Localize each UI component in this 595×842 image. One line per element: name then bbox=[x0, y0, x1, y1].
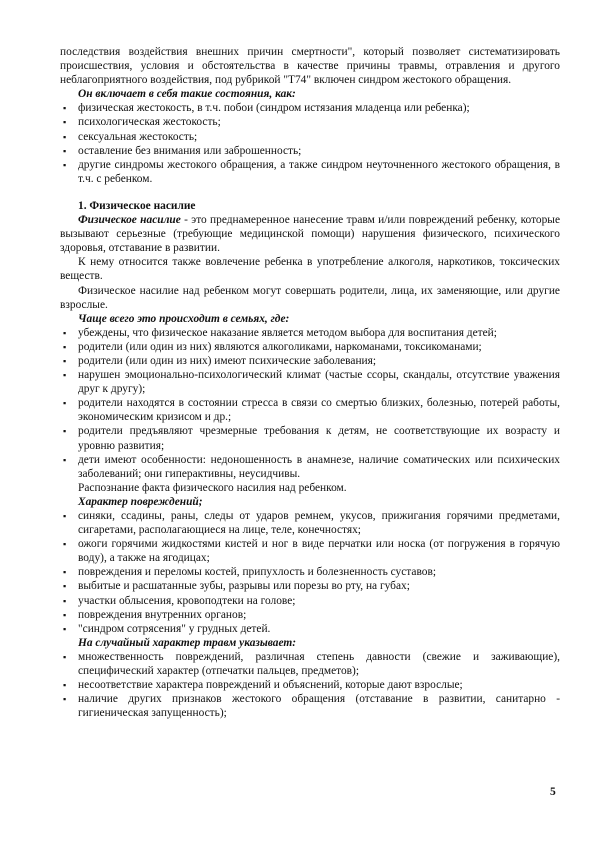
bullet-icon: ▪ bbox=[63, 694, 67, 705]
injury-item bbox=[60, 579, 560, 593]
family-condition-item bbox=[60, 368, 560, 396]
states-heading: Он включает в себя такие состояния, как: bbox=[78, 88, 296, 101]
definition-text: - это преднамеренное нанесение травм и/или повреждений ребенку, которые вызывают серьезные (требующие медицинской помощи) нарушения физического, психического здоровья, отставание в развитии. bbox=[60, 214, 561, 255]
family-condition-item bbox=[60, 424, 560, 452]
bullet-icon: ▪ bbox=[63, 651, 67, 662]
bullet-icon: ▪ bbox=[63, 426, 67, 437]
family-condition-item bbox=[60, 326, 560, 340]
list-item-text: родители предъявляют чрезмерные требования к детям, не соответствующие их возрасту и уровню развития; bbox=[78, 425, 560, 452]
families-heading: Чаще всего это происходит в семьях, где: bbox=[78, 312, 290, 325]
family-condition-item bbox=[60, 340, 560, 354]
list-item-text: родители (или один из них) являются алкоголиками, наркоманами, токсикоманами; bbox=[78, 340, 482, 353]
bullet-icon: ▪ bbox=[63, 454, 67, 465]
page-number: 5 bbox=[550, 786, 556, 798]
list-item-text: синяки, ссадины, раны, следы от ударов ремнем, укусов, прижигания горячими предметами, сигаретами, располагающиеся на лице, теле, конечностях; bbox=[78, 510, 560, 537]
families-list bbox=[60, 326, 560, 481]
list-item-text: физическая жестокость, в т.ч. побои (синдром истязания младенца или ребенка); bbox=[78, 102, 470, 115]
nonrandom-sign-item bbox=[60, 692, 560, 720]
bullet-icon: ▪ bbox=[63, 581, 67, 592]
recognition-paragraph: Распознание факта физического насилия над ребенком. bbox=[78, 481, 347, 494]
list-item-text: нарушен эмоционально-психологический климат (частые ссоры, скандалы, отсутствие уважения друг к другу); bbox=[78, 369, 560, 396]
state-item bbox=[60, 158, 560, 186]
bullet-icon: ▪ bbox=[63, 159, 67, 170]
paragraph-involvement: К нему относится также вовлечение ребенка в употребление алкоголя, наркотиков, токсических веществ. bbox=[60, 256, 560, 283]
list-item-text: выбитые и расшатанные зубы, разрывы или порезы во рту, на губах; bbox=[78, 580, 410, 593]
definition-paragraph bbox=[60, 213, 560, 255]
nonrandom-list bbox=[60, 650, 560, 720]
definition-term: Физическое насилие bbox=[78, 214, 181, 227]
list-item-text: множественность повреждений, различная степень давности (свежие и заживающие), специфический характер (отпечатки пальцев, предметов); bbox=[78, 650, 560, 678]
bullet-icon: ▪ bbox=[63, 355, 67, 366]
injuries-heading: Характер повреждений; bbox=[78, 495, 203, 508]
bullet-icon: ▪ bbox=[63, 680, 67, 691]
injury-item bbox=[60, 565, 560, 579]
bullet-icon: ▪ bbox=[63, 341, 67, 352]
bullet-icon: ▪ bbox=[63, 609, 67, 620]
list-item-text: участки облысения, кровоподтеки на голове; bbox=[78, 594, 296, 607]
injury-item bbox=[60, 594, 560, 608]
list-item-text: ожоги горячими жидкостями кистей и ног в виде перчатки или носка (от погружения в горячую воду), а также на ягодицах; bbox=[78, 538, 560, 565]
bullet-icon: ▪ bbox=[63, 327, 67, 338]
paragraph-perpetrators: Физическое насилие над ребенком могут совершать родители, лица, их заменяющие, или другие взрослые. bbox=[60, 284, 560, 311]
list-item-text: несоответствие характера повреждений и объяснений, которые дают взрослые; bbox=[78, 679, 463, 692]
bullet-icon: ▪ bbox=[63, 370, 67, 381]
bullet-icon: ▪ bbox=[63, 398, 67, 409]
list-item-text: родители (или один из них) имеют психические заболевания; bbox=[78, 354, 377, 367]
state-item bbox=[60, 115, 560, 129]
list-item-text: оставление без внимания или заброшенность; bbox=[78, 144, 302, 157]
family-condition-item bbox=[60, 354, 560, 368]
list-item-text: сексуальная жестокость; bbox=[78, 130, 198, 143]
state-item bbox=[60, 101, 560, 115]
list-item-text: повреждения и переломы костей, припухлость и болезненность суставов; bbox=[78, 566, 436, 579]
bullet-icon: ▪ bbox=[63, 131, 67, 142]
state-item bbox=[60, 130, 560, 144]
section-title: 1. Физическое насилие bbox=[78, 199, 196, 212]
list-item-text: "синдром сотрясения" у грудных детей. bbox=[78, 622, 271, 635]
list-item-text: убеждены, что физическое наказание является методом выбора для воспитания детей; bbox=[78, 326, 497, 339]
intro-paragraph: последствия воздействия внешних причин смертности", который позволяет систематизировать происшествия, условия и обстоятельства в качестве причины травмы, отравления и другого неблагоприятного воздействия, под рубрикой "Т74" включен синдром жестокого обращения. bbox=[60, 46, 560, 87]
list-item-text: другие синдромы жестокого обращения, а также синдром неуточненного жестокого обращения, в т.ч. с ребенком. bbox=[78, 158, 560, 185]
list-item-text: дети имеют особенности: недоношенность в анамнезе, наличие соматических или психических заболеваний; они гиперактивны, неусидчивы. bbox=[78, 453, 560, 480]
nonrandom-sign-item bbox=[60, 678, 560, 692]
family-condition-item bbox=[60, 453, 560, 481]
bullet-icon: ▪ bbox=[63, 539, 67, 550]
states-list bbox=[60, 101, 560, 186]
injury-item bbox=[60, 622, 560, 636]
bullet-icon: ▪ bbox=[63, 511, 67, 521]
nonrandom-sign-item bbox=[60, 650, 560, 678]
bullet-icon: ▪ bbox=[63, 145, 67, 156]
injury-item bbox=[60, 537, 560, 565]
list-item-text: наличие других признаков жестокого обращения (отставание в развитии, санитарно - гигиеническая запущенность); bbox=[78, 693, 560, 720]
injuries-list bbox=[60, 509, 560, 636]
bullet-icon: ▪ bbox=[63, 117, 67, 128]
nonrandom-heading: На случайный характер травм указывает: bbox=[78, 636, 297, 649]
family-condition-item bbox=[60, 396, 560, 424]
list-item-text: повреждения внутренних органов; bbox=[78, 608, 247, 621]
document-page bbox=[60, 45, 560, 720]
bullet-icon: ▪ bbox=[63, 103, 67, 114]
list-item-text: психологическая жестокость; bbox=[78, 116, 221, 129]
state-item bbox=[60, 144, 560, 158]
bullet-icon: ▪ bbox=[63, 623, 67, 634]
list-item-text: родители находятся в состоянии стресса в связи со смертью близких, болезнью, потерей работы, экономическим кризисом и др.; bbox=[78, 397, 560, 424]
bullet-icon: ▪ bbox=[63, 595, 67, 606]
bullet-icon: ▪ bbox=[63, 567, 67, 578]
injury-item bbox=[60, 509, 560, 537]
injury-item bbox=[60, 608, 560, 622]
